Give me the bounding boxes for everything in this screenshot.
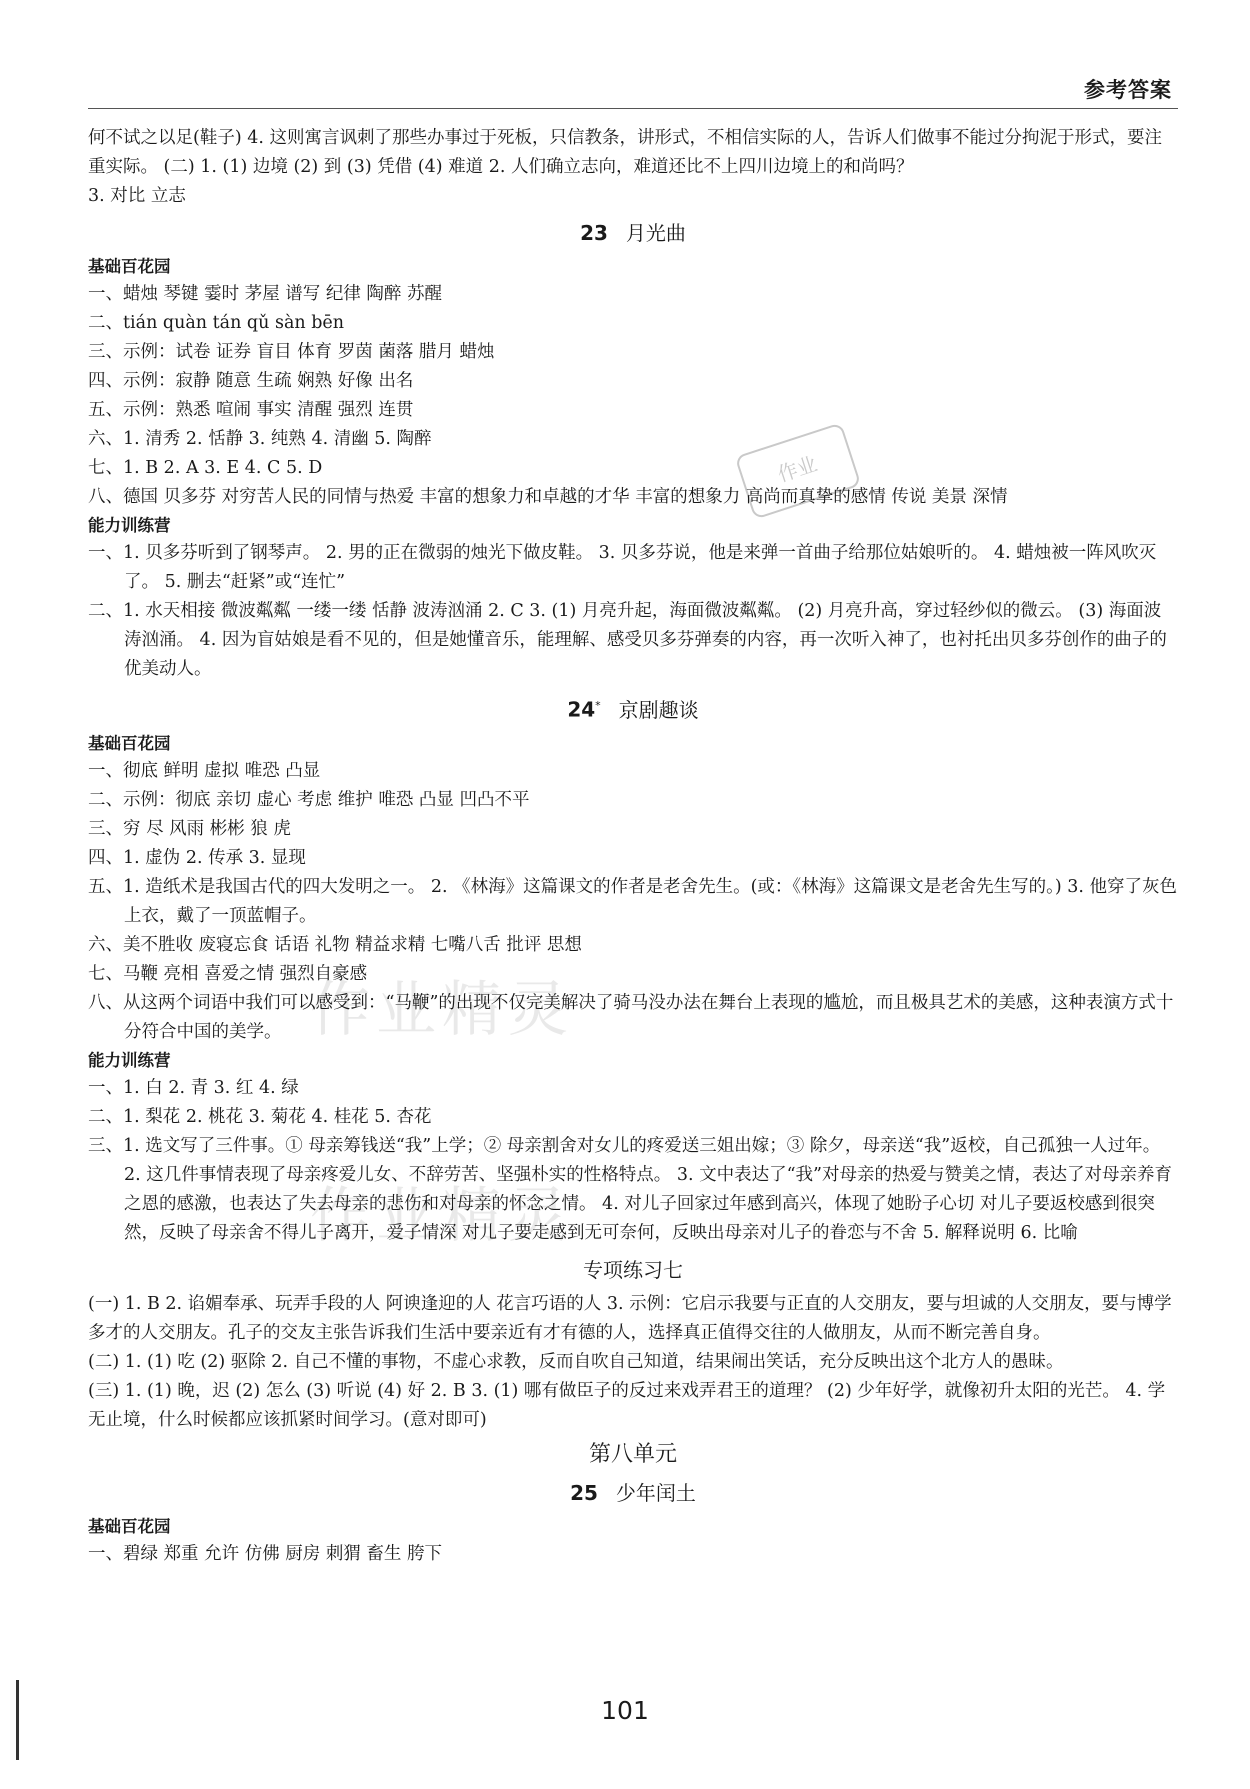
special-practice-title: 专项练习七: [583, 1257, 683, 1282]
answer-line: 一、彻底 鲜明 虚拟 唯恐 凸显: [88, 760, 321, 781]
answer-line: (一) 1. B 2. 谄媚奉承、玩弄手段的人 阿谀逢迎的人 花言巧语的人 3. 示例：它启示我要与正直的人交朋友，要与坦诚的人交朋友，要与博学多才的人交朋友。孔子的交友主张告诉我们生活中要亲近有才有德的人，选择真正值得交往的人做朋友，从而不断完善自身。: [88, 1293, 1172, 1343]
section-heading: 能力训练营: [88, 1050, 171, 1070]
lesson-number: 23: [580, 221, 608, 245]
answer-line: 一、碧绿 郑重 允许 仿佛 厨房 刺猬 畜生 胯下: [88, 1543, 442, 1564]
answer-line: 二、1. 水天相接 微波粼粼 一缕一缕 恬静 波涛汹涌 2. C 3. (1) 月亮升起，海面微波粼粼。 (2) 月亮升高，穿过轻纱似的微云。 (3) 海面波涛汹涌。 4. 因为盲姑娘是看不见的，但是她懂音乐，能理解、感受贝多芬弹奏的内容，再一次听入神了，也衬托出贝多芬创作的曲子的优美动人。: [88, 601, 1167, 679]
section-heading: 能力训练营: [88, 516, 171, 535]
section-heading: 基础百花园: [88, 257, 171, 276]
answer-line: 六、美不胜收 废寝忘食 话语 礼物 精益求精 七嘴八舌 批评 思想: [88, 934, 582, 955]
answer-line: 八、从这两个词语中我们可以感受到：“马鞭”的出现不仅完美解决了骑马没办法在舞台上表现的尴尬，而且极具艺术的美感，这种表演方式十分符合中国的美学。: [88, 992, 1174, 1042]
answer-line: 七、1. B 2. A 3. E 4. C 5. D: [88, 458, 323, 478]
lesson-number: 25: [570, 1480, 598, 1505]
answer-line: 二、1. 梨花 2. 桃花 3. 菊花 4. 桂花 5. 杏花: [88, 1106, 432, 1127]
section-title: [88, 1255, 1178, 1285]
answer-line: 四、示例：寂静 随意 生疏 娴熟 好像 出名: [88, 371, 414, 391]
answer-line: 六、1. 清秀 2. 恬静 3. 纯熟 4. 清幽 5. 陶醉: [88, 429, 432, 449]
section-heading: 基础百花园: [88, 1516, 171, 1536]
watermark-graphic: 作业精灵: [310, 975, 574, 1045]
watermark-graphic: 作业精灵: [310, 1181, 574, 1251]
answer-line: 五、1. 造纸术是我国古代的四大发明之一。 2. 《林海》这篇课文的作者是老舍先生。(或：《林海》这篇课文是老舍先生写的。) 3. 他穿了灰色上衣，戴了一顶蓝帽子。: [88, 876, 1178, 926]
answer-line: 一、1. 贝多芬听到了钢琴声。 2. 男的正在微弱的烛光下做皮鞋。 3. 贝多芬说，他是来弹一首曲子给那位姑娘听的。 4. 蜡烛被一阵风吹灭了。 5. 删去“赶紧”或“连忙”: [88, 543, 1157, 592]
answer-line: 三、穷 尽 风雨 彬彬 狼 虎: [88, 818, 291, 839]
answer-content: [88, 124, 1178, 1569]
answer-line: 一、1. 白 2. 青 3. 红 4. 绿: [88, 1077, 299, 1098]
answer-line: (二) 1. (1) 吃 (2) 驱除 2. 自己不懂的事物，不虚心求教，反而自吹自己知道，结果闹出笑话，充分反映出这个北方人的愚昧。: [88, 1351, 1064, 1372]
page-number: 101: [601, 1696, 649, 1725]
intro-line: 何不试之以足(鞋子) 4. 这则寓言讽刺了那些办事过于死板，只信教条，讲形式，不相信实际的人，告诉人们做事不能过分拘泥于形式，要注重实际。 (二) 1. (1) 边境 (2) 到 (3) 凭借 (4) 难道 2. 人们确立志向，难道还比不上四川边境上的和尚吗？: [88, 128, 1162, 177]
lesson-title: [88, 691, 1178, 725]
stamp-graphic: 作业: [735, 422, 862, 519]
answer-line: 三、示例：试卷 证券 盲目 体育 罗茵 菌落 腊月 蜡烛: [88, 342, 495, 362]
lesson-name: 京剧趣谈: [618, 697, 699, 722]
lesson-number: 24: [567, 697, 596, 722]
answer-line: 二、tián quàn tán qǔ sàn bēn: [88, 313, 345, 333]
header-label: 参考答案: [1084, 78, 1172, 102]
answer-line: 一、蜡烛 琴键 霎时 茅屋 谱写 纪律 陶醉 苏醒: [88, 284, 442, 304]
lesson-title: [88, 218, 1178, 248]
answer-line: 八、德国 贝多芬 对穷苦人民的同情与热爱 丰富的想象力和卓越的才华 丰富的想象力 高尚而真挚的感情 传说 美景 深情: [88, 487, 1008, 507]
answer-line: (三) 1. (1) 晚，迟 (2) 怎么 (3) 听说 (4) 好 2. B 3. (1) 哪有做臣子的反过来戏弄君王的道理？ (2) 少年好学，就像初升太阳的光芒。 4. 学无止境，什么时候都应该抓紧时间学习。(意对即可): [88, 1380, 1166, 1430]
answer-line: 三、1. 选文写了三件事。① 母亲筹钱送“我”上学；② 母亲割舍对女儿的疼爱送三姐出嫁；③ 除夕，母亲送“我”返校，自己孤独一人过年。 2. 这几件事情表现了母亲疼爱儿女、不辞劳苦、坚强朴实的性格特点。 3. 文中表达了“我”对母亲的热爱与赞美之情，表达了对母亲养育之恩的感激，也表达了失去母亲的悲伤和对母亲的怀念之情。 4. 对儿子回家过年感到高兴，体现了她盼子心切 对儿子要返校感到很突然，反映了母亲舍不得儿子离开，爱子情深 对儿子要走感到无可奈何，反映出母亲对儿子的眷恋与不舍 5. 解释说明 6. 比喻: [88, 1135, 1172, 1243]
intro-line: 3. 对比 立志: [88, 186, 186, 206]
answer-line: 七、马鞭 亮相 喜爱之情 强烈自豪感: [88, 963, 368, 984]
scan-edge-mark: [16, 1680, 19, 1760]
lesson-mark: *: [595, 699, 601, 712]
lesson-name: 月光曲: [625, 221, 686, 245]
header-divider: [88, 108, 1178, 109]
answer-line: 二、示例：彻底 亲切 虚心 考虑 维护 唯恐 凸显 凹凸不平: [88, 789, 530, 810]
unit-title: 第八单元: [588, 1441, 677, 1467]
lesson-name: 少年闰土: [615, 1480, 696, 1505]
section-heading: 基础百花园: [88, 733, 171, 753]
answer-line: 五、示例：熟悉 喧闹 事实 清醒 强烈 连贯: [88, 400, 414, 420]
lesson-title: [88, 1478, 1178, 1508]
answer-line: 四、1. 虚伪 2. 传承 3. 显现: [88, 847, 306, 868]
